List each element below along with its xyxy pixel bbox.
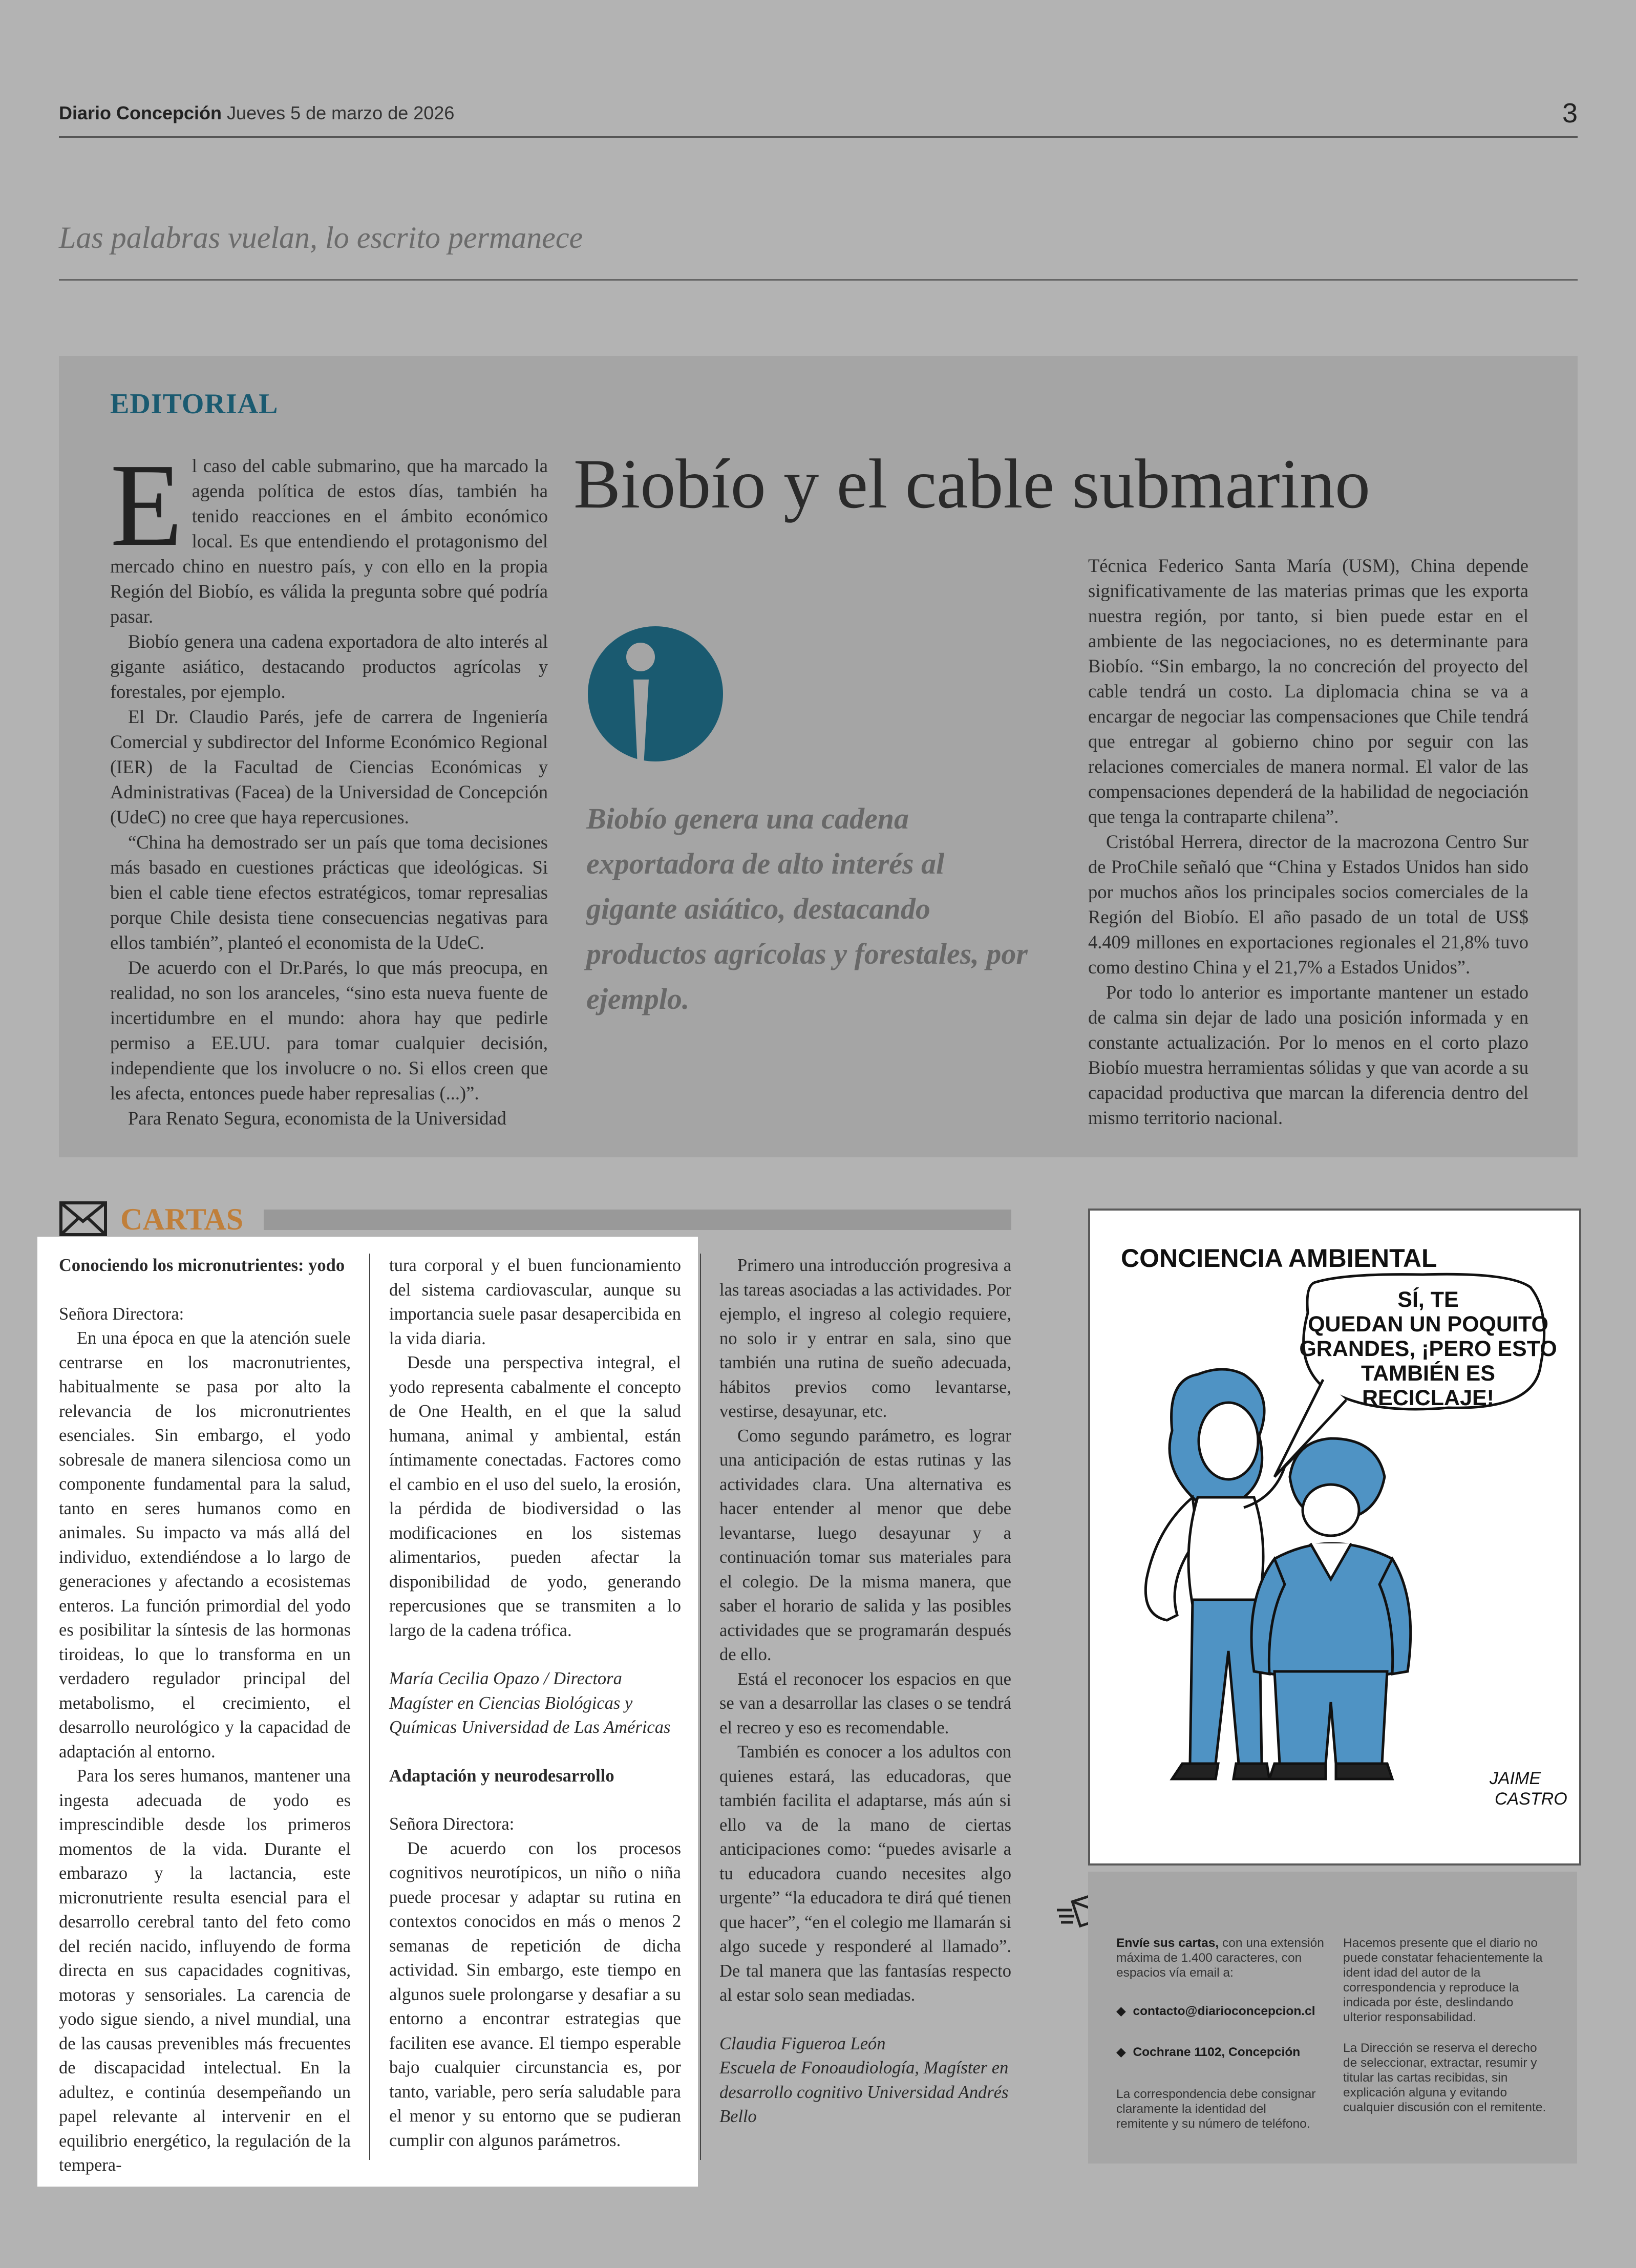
letter-signature: María Cecilia Opazo / Directora Magíster en Ciencias Biológicas y Químicas Universidad de Las Américas — [389, 1669, 671, 1737]
letter-paragraph: Como segundo parámetro, es lograr una anticipación de estas rutinas y las actividades clara. Una alternativa es hacer entender al menor que debe levantarse, luego desayunar y a continuación tomar sus materiales para el colegio. De la misma manera, que saber el horario de salida y las posibles actividades que se programarán después de ello. — [719, 1426, 1011, 1664]
letters-column-2 — [389, 1254, 681, 2153]
envelope-icon — [59, 1201, 108, 1237]
speech-line: RECICLAJE! — [1362, 1386, 1495, 1410]
newspaper-name: Diario Concepción — [59, 102, 222, 123]
letter-paragraph: Desde una perspectiva integral, el yodo representa cabalmente el concepto de One Health, en el que la salud humana, animal y ambiental, están íntimamente conectadas. Factores como el cambio en el uso del suelo, la erosión, la pérdida de biodiversidad o las modificaciones en los sistemas alimentarios, pueden afectar la disponibilidad de yodo, generando repercusiones que se transmiten a lo largo de la cadena trófica. — [389, 1353, 681, 1640]
cartoonist-signature: CASTRO — [1495, 1789, 1567, 1809]
letter-paragraph: tura corporal y el buen funcionamiento del sistema cardiovascular, aunque su importancia suele pasar desapercibida en la vida diaria. — [389, 1256, 681, 1348]
column-divider — [700, 1254, 701, 2160]
letter-salutation: Señora Directora: — [59, 1304, 184, 1324]
page-header — [59, 98, 1578, 138]
editorial-column-1 — [110, 439, 548, 1131]
editorial-box — [59, 356, 1578, 1157]
editorial-paragraph: El caso del cable submarino, que ha marcado la agenda política de estos días, también ha tenido reacciones en el ámbito económico local. Es que entendiendo el protagonismo del mercado chino en nuestro país, y con ello en la propia Región del Biobío, es válida la pregunta sobre qué podría pasar. — [110, 439, 548, 627]
editorial-headline: Biobío y el cable submarino — [573, 444, 1371, 523]
cartoon-title: CONCIENCIA AMBIENTAL — [1121, 1244, 1437, 1273]
speech-line: GRANDES, ¡PERO ESTO — [1299, 1337, 1557, 1361]
cartas-header-rule — [264, 1210, 1011, 1230]
info-icon — [586, 622, 725, 766]
letter-paragraph: En una época en que la atención suele centrarse en los macronutrientes, habitualmente se pasa por alto la relevancia de los micronutrientes esenciales. Sin embargo, el yodo sobresale de manera silenciosa como un componente fundamental para la salud, tanto en seres humanos como en animales. Su impacto va más allá del individuo, extendiéndose a lo largo de generaciones y afectando a ecosistemas enteros. La función primordial del yodo es posibilitar la síntesis de las hormonas tiroideas, lo que lo transforma en un verdadero regulador principal del metabolismo, el crecimiento, el desarrollo neurológico y la capacidad de adaptación al entorno. — [59, 1328, 351, 1762]
contact-box — [1088, 1872, 1577, 2164]
letter-signature-name: Claudia Figueroa León — [719, 2033, 886, 2053]
editorial-paragraph: “China ha demostrado ser un país que toma decisiones más basado en cuestiones prácticas que ideológicas. Si bien el cable tiene efectos estratégicos, tomar represalias porque Chile desista tiene consecuencias negativas para ellos también”, planteó el economista de la UdeC. — [110, 832, 548, 953]
editorial-paragraph: El Dr. Claudio Parés, jefe de carrera de Ingeniería Comercial y subdirector del Informe Económico Regional (IER) de la Facultad de Ciencias Económicas y Administrativas (Facea) de la Universidad de Concepción (UdeC) no cree que haya repercusiones. — [110, 706, 548, 828]
editorial-label: EDITORIAL — [110, 388, 279, 420]
page-number: 3 — [1562, 98, 1578, 129]
letter-paragraph: También es conocer a los adultos con quienes estará, las educadoras, que también facilita el adaptarse, más aún si ello va de la mano de ciertas anticipaciones como: “puedes avisarle a tu educadora cuando necesites algo urgente” “la educadora te dirá qué tienen que hacer”, “en el colegio me llamarán si algo sucede y responderé al llamado”. De tal manera que las fantasías respecto al estar solo sean mediadas. — [719, 1742, 1011, 2005]
editorial-paragraph: De acuerdo con el Dr.Parés, lo que más preocupa, en realidad, no son los aranceles, “sino esta nueva fuente de incertidumbre en el mundo: ahora hay que pedirle permiso a EE.UU. para tomar cualquier decisión, independiente que los involucre o no. Si ellos creen que les afecta, entonces puede haber represalias (...)”. — [110, 957, 548, 1104]
editorial-pull-quote: Biobío genera una cadena exportadora de alto interés al gigante asiático, destacando productos agrícolas y forestales, por ejemplo. — [586, 802, 1028, 1015]
speech-line: QUEDAN UN POQUITO — [1308, 1312, 1548, 1337]
editorial-paragraph: Técnica Federico Santa María (USM), China depende significativamente de las materias primas que les exporta nuestra región, por tanto, si bien puede estar en el ambiente de las negociaciones, no es determinante para Biobío. “Sin embargo, la no concreción del proyecto del cable tendrá un costo. La diplomacia china se va a encargar de negociar las compensaciones que Chile tendrá que entregar al gobierno chino por seguir con las relaciones comerciales de manera normal. El valor de las compensaciones dependerá de la habilidad de negociación que tenga la contraparte chilena”. — [1088, 555, 1528, 827]
editorial-paragraph: Por todo lo anterior es importante mantener un estado de calma sin dejar de lado una posición informada y en constante actualización. Por lo menos en el corto plazo Biobío muestra herramientas sólidas y que van acorde a su capacidad productiva que marcan la diferencia dentro del mismo territorio nacional. — [1088, 982, 1528, 1128]
speech-line: SÍ, TE — [1397, 1287, 1459, 1312]
column-divider — [369, 1254, 370, 2160]
contact-address: ◆ Cochrane 1102, Concepción — [1116, 2045, 1301, 2059]
section-tagline-bar — [59, 220, 1578, 281]
correspondence-note: La correspondencia debe consignar claramente la identidad del remitente y su número de teléfono. — [1116, 2087, 1316, 2131]
drop-cap: E — [110, 439, 183, 571]
letter-paragraph: Para los seres humanos, mantener una ingesta adecuada de yodo es imprescindible desde los primeros momentos de la vida. Durante el embarazo y la lactancia, este micronutriente resulta esencial para el desarrollo cerebral tanto del feto como del recién nacido, influyendo de forma directa en sus capacidades cognitivas, motoras y sensoriales. La carencia de yodo sigue siendo, a nivel mundial, una de las causas prevenibles más frecuentes de discapacidad intelectual. En la adultez, e continúa desempeñando un papel relevante al intervenir en el equilibrio energético, la regulación de la tempera- — [59, 1766, 351, 2175]
cartoon-drawing — [1090, 1211, 1579, 1863]
letter-title: Conociendo los micronutrientes: yodo — [59, 1256, 345, 1275]
cartas-label: CARTAS — [120, 1202, 244, 1236]
editorial-paragraph: Cristóbal Herrera, director de la macrozona Centro Sur de ProChile señaló que “China y Estados Unidos han sido por muchos años los principales socios comerciales de la Región del Biobío. El año pasado de un total de US$ 4.409 millones en exportaciones regionales el 21,8% tuvo como destino China y el 21,7% a Estados Unidos”. — [1088, 831, 1528, 978]
issue-date: Jueves 5 de marzo de 2026 — [227, 102, 455, 123]
child-figure — [1251, 1438, 1411, 1779]
editorial-cartoon — [1088, 1209, 1581, 1866]
letter-salutation: Señora Directora: — [389, 1814, 515, 1834]
cartoonist-signature: JAIME — [1490, 1769, 1541, 1788]
contact-email[interactable]: ◆ contacto@diarioconcepcion.cl — [1116, 2004, 1315, 2018]
editorial-paragraph: Biobío genera una cadena exportadora de alto interés al gigante asiático, destacando productos agrícolas y forestales, por ejemplo. — [110, 631, 548, 702]
editorial-paragraph: Para Renato Segura, economista de la Universidad — [128, 1108, 506, 1129]
letters-column-1 — [59, 1254, 351, 2178]
speech-line: TAMBIÉN ES — [1361, 1361, 1495, 1386]
letters-column-3 — [719, 1254, 1011, 2129]
editorial-column-3 — [1088, 553, 1528, 1130]
contact-instructions: Envíe sus cartas, con una extensión máxima de 1.400 caracteres, con espacios vía email a: — [1116, 1936, 1324, 1980]
letter-paragraph: De acuerdo con los procesos cognitivos neurotípicos, un niño o niña puede procesar y adaptar su rutina en contextos conocidos en más o menos 2 semanas de repetición de dicha actividad. Sin embargo, este tiempo en algunos suele prolongarse y desafiar a su entorno a encontrar estrategias que faciliten ese avance. El tiempo esperable bajo cualquier circunstancia es, por tanto, variable, pero sería saludable para el menor y su entorno que se pudieran cumplir con algunos parámetros. — [389, 1838, 681, 2150]
editorial-rights-notice: La Dirección se reserva el derecho de seleccionar, extractar, resumir y titular las cartas recibidas, sin explicación alguna y evitando cualquier discusión con el remitente. — [1343, 2041, 1546, 2114]
responsibility-notice: Hacemos presente que el diario no puede constatar fehacientemente la ident idad del autor de la correspondencia y reproduce la indicada por éste, deslindando ulterior responsabilidad. — [1343, 1936, 1543, 2024]
letter-paragraph: Primero una introducción progresiva a las tareas asociadas a las actividades. Por ejemplo, el ingreso al colegio requiere, no solo ir y entrar en sala, sino que también una rutina de sueño adecuada, hábitos previos como levantarse, vestirse, desayunar, etc. — [719, 1256, 1011, 1421]
section-tagline: Las palabras vuelan, lo escrito permanece — [59, 221, 583, 255]
letter-title: Adaptación y neurodesarrollo — [389, 1766, 614, 1786]
letter-paragraph: Está el reconocer los espacios en que se van a desarrollar las clases o se tendrá el recreo y eso es recomendable. — [719, 1669, 1011, 1737]
letter-signature-affiliation: Escuela de Fonoaudiología, Magíster en desarrollo cognitivo Universidad Andrés Bello — [719, 2058, 1009, 2126]
